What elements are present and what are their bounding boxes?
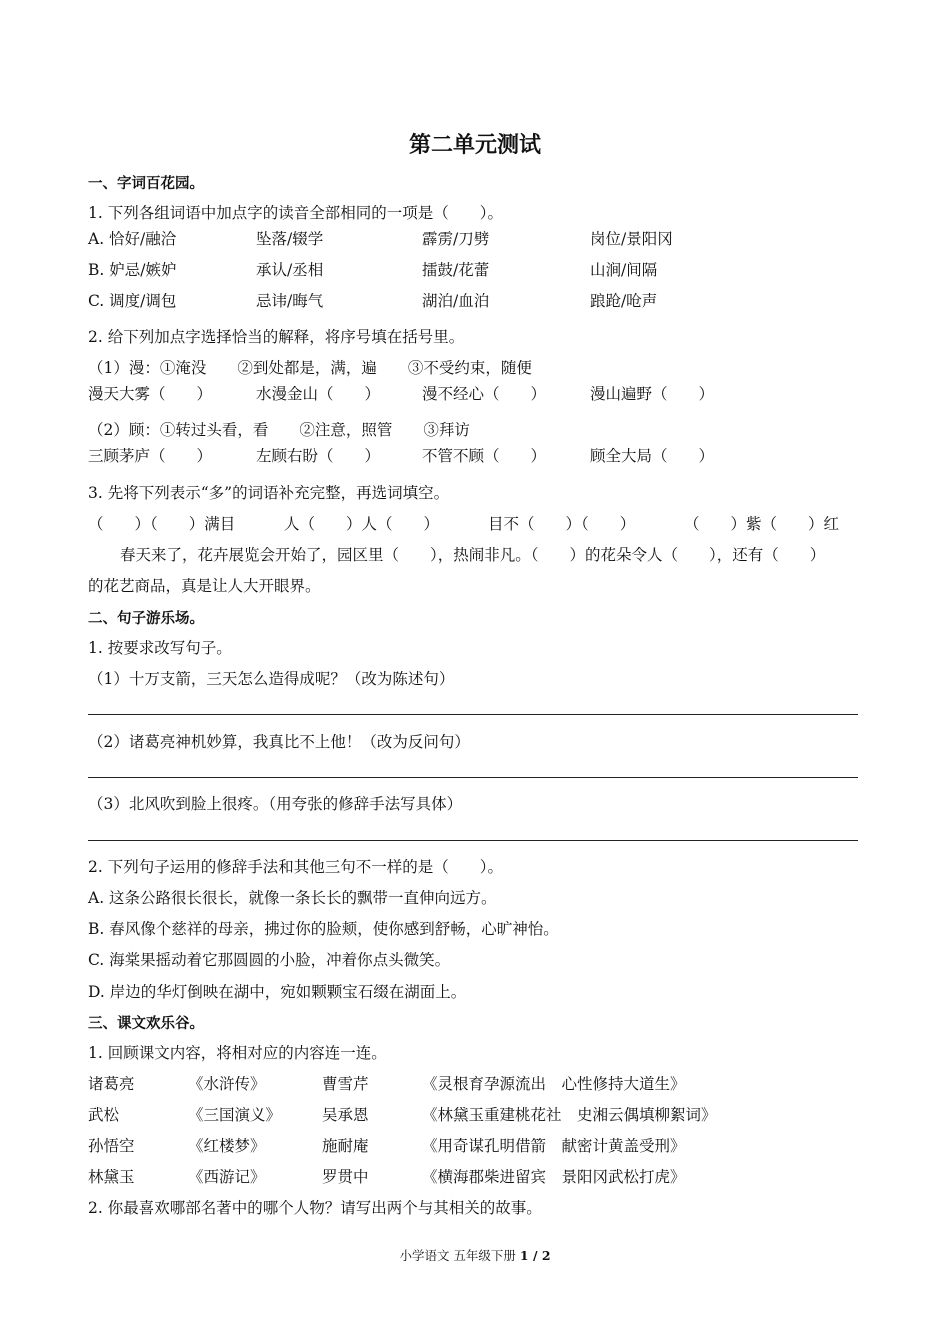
rhetoric-option-c: C. 海棠果摇动着它那圆圆的小脸，冲着你点头微笑。 — [88, 951, 451, 969]
gu-word-1: 三顾茅庐（ ） — [88, 447, 213, 465]
matching-chapter: 《用奇谋孔明借箭 献密计黄盖受刑》 — [422, 1137, 686, 1155]
option-c-word-3: 湖泊/血泊 — [422, 292, 490, 310]
idiom-blank-row — [88, 514, 868, 536]
option-c-word-4: 踉跄/呛声 — [590, 292, 658, 310]
page-footer — [0, 1246, 950, 1264]
gu-word-4: 顾全大局（ ） — [590, 447, 715, 465]
man-word-3: 漫不经心（ ） — [422, 385, 547, 403]
gu-word-2: 左顾右盼（ ） — [256, 447, 381, 465]
section-1-heading: 一、字词百花园。 — [88, 176, 204, 192]
man-word-2: 水漫金山（ ） — [256, 385, 381, 403]
matching-character: 孙悟空 — [88, 1137, 135, 1155]
matching-author: 施耐庵 — [322, 1137, 369, 1155]
rewrite-item-3: （3）北风吹到脸上很疼。（用夸张的修辞手法写具体） — [88, 795, 463, 813]
rhetoric-option-d: D. 岸边的华灯倒映在湖中，宛如颗颗宝石缀在湖面上。 — [88, 983, 467, 1001]
gu-word-3: 不管不顾（ ） — [422, 447, 547, 465]
man-word-1: 漫天大雾（ ） — [88, 385, 213, 403]
matching-chapter: 《灵根育孕源流出 心性修持大道生》 — [422, 1075, 686, 1093]
rhetoric-option-a: A. 这条公路很长很长，就像一条长长的飘带一直伸向远方。 — [88, 889, 497, 907]
idiom-blank-3: 目不（ ）（ ） — [488, 515, 636, 533]
option-b-word-3: 擂鼓/花蕾 — [422, 261, 490, 279]
matching-chapter: 《林黛玉重建桃花社 史湘云偶填柳絮词》 — [422, 1106, 717, 1124]
option-a-word-2: 坠落/辍学 — [256, 230, 324, 248]
matching-chapter: 《横海郡柴进留宾 景阳冈武松打虎》 — [422, 1168, 686, 1186]
option-b-word-4: 山涧/间隔 — [590, 261, 658, 279]
matching-book: 《三国演义》 — [188, 1106, 282, 1124]
answer-line-2[interactable] — [88, 777, 858, 778]
fill-paragraph-line-1: 春天来了，花卉展览会开始了，园区里（ ），热闹非凡。（ ）的花朵令人（ ），还有（ ） — [120, 546, 826, 564]
section-2-heading: 二、句子游乐场。 — [88, 611, 204, 627]
matching-book: 《水浒传》 — [188, 1075, 266, 1093]
rewrite-prompt: 1. 按要求改写句子。 — [88, 639, 232, 657]
option-row-b — [88, 260, 868, 282]
matching-author: 吴承恩 — [322, 1106, 369, 1124]
option-row-a — [88, 229, 868, 251]
footer-text: 小学语文 五年级下册 — [399, 1248, 520, 1263]
definition-gu: （2）顾：①转过头看，看 ②注意，照管 ③拜访 — [88, 421, 470, 439]
question-3-prompt: 3. 先将下列表示“多”的词语补充完整，再选词填空。 — [88, 484, 450, 502]
gu-word-row — [88, 446, 868, 468]
idiom-blank-4: （ ）紫（ ）红 — [684, 515, 840, 533]
matching-character: 诸葛亮 — [88, 1075, 135, 1093]
option-row-c — [88, 291, 868, 313]
man-word-row — [88, 384, 868, 406]
option-a-word-4: 岗位/景阳冈 — [590, 230, 673, 248]
answer-line-1[interactable] — [88, 714, 858, 715]
rewrite-item-2: （2）诸葛亮神机妙算，我真比不上他！（改为反问句） — [88, 733, 470, 751]
matching-character: 林黛玉 — [88, 1168, 135, 1186]
matching-book: 《西游记》 — [188, 1168, 266, 1186]
idiom-blank-1: （ ）（ ）满目 — [88, 515, 236, 533]
matching-row — [88, 1136, 868, 1158]
page-number: 1 / 2 — [519, 1248, 551, 1263]
matching-author: 曹雪芹 — [322, 1075, 369, 1093]
matching-book: 《红楼梦》 — [188, 1137, 266, 1155]
option-b-word-2: 承认/丞相 — [256, 261, 324, 279]
rewrite-item-1: （1）十万支箭，三天怎么造得成呢？（改为陈述句） — [88, 670, 455, 688]
option-a-word-1: A. 恰好/融洽 — [88, 230, 177, 248]
matching-character: 武松 — [88, 1106, 120, 1124]
matching-author: 罗贯中 — [322, 1168, 369, 1186]
rhetoric-prompt: 2. 下列句子运用的修辞手法和其他三句不一样的是（ ）。 — [88, 858, 503, 876]
rhetoric-option-b: B. 春风像个慈祥的母亲，拂过你的脸颊，使你感到舒畅，心旷神怡。 — [88, 920, 559, 938]
matching-prompt: 1. 回顾课文内容，将相对应的内容连一连。 — [88, 1044, 387, 1062]
question-1-prompt: 1. 下列各组词语中加点字的读音全部相同的一项是（ ）。 — [88, 204, 503, 222]
answer-line-3[interactable] — [88, 840, 858, 841]
question-2-prompt: 2. 给下列加点字选择恰当的解释，将序号填在括号里。 — [88, 328, 465, 346]
option-b-word-1: B. 妒忌/嫉妒 — [88, 261, 177, 279]
man-word-4: 漫山遍野（ ） — [590, 385, 715, 403]
matching-row — [88, 1167, 868, 1189]
idiom-blank-2: 人（ ）人（ ） — [284, 515, 440, 533]
option-c-word-2: 忌讳/晦气 — [256, 292, 324, 310]
matching-row — [88, 1074, 868, 1096]
definition-man: （1）漫：①淹没 ②到处都是，满，遍 ③不受约束，随便 — [88, 359, 532, 377]
favorite-character-prompt: 2. 你最喜欢哪部名著中的哪个人物？请写出两个与其相关的故事。 — [88, 1199, 542, 1217]
matching-row — [88, 1105, 868, 1127]
option-a-word-3: 霹雳/刀劈 — [422, 230, 490, 248]
page-title: 第二单元测试 — [408, 133, 541, 158]
section-3-heading: 三、课文欢乐谷。 — [88, 1016, 204, 1032]
option-c-word-1: C. 调度/调包 — [88, 292, 177, 310]
fill-paragraph-line-2: 的花艺商品，真是让人大开眼界。 — [88, 577, 321, 595]
